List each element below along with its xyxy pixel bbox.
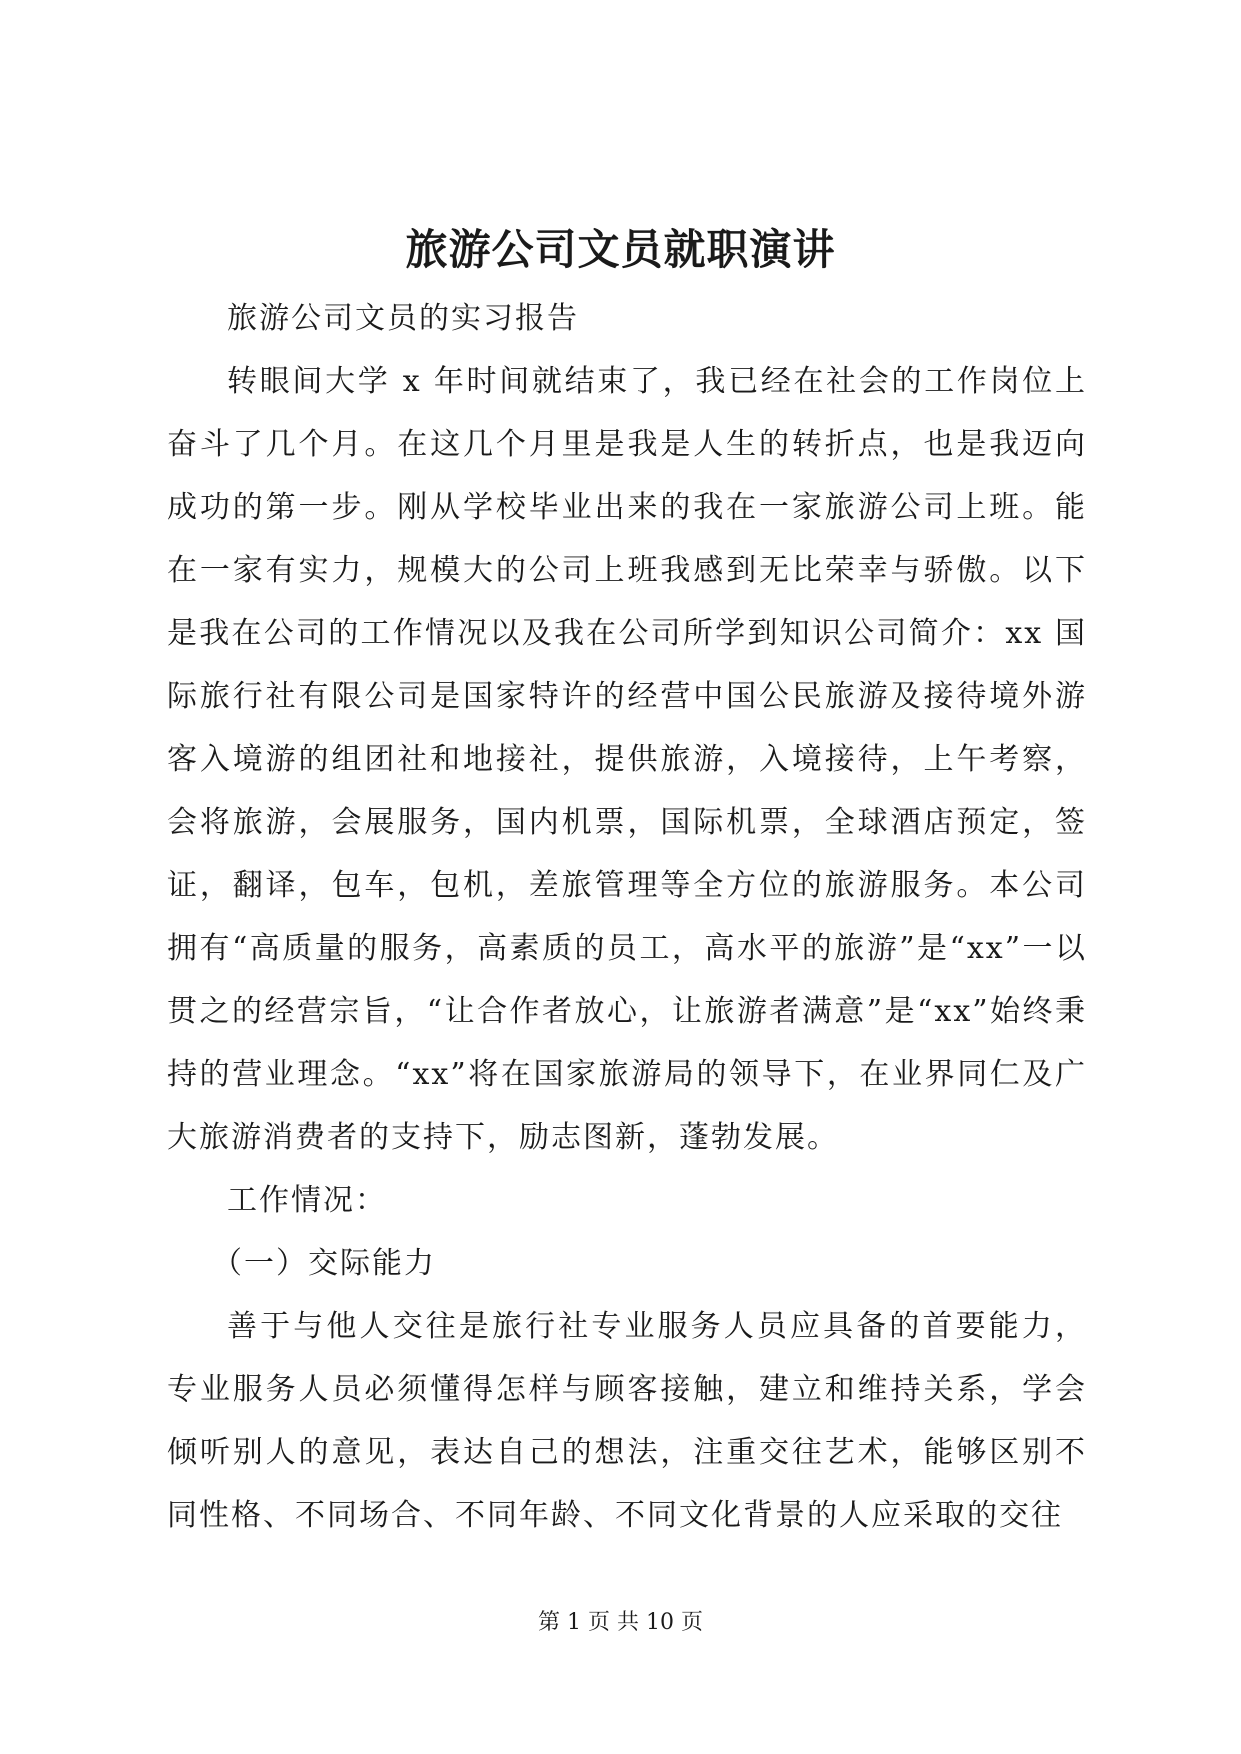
report-subtitle: 旅游公司文员的实习报告 xyxy=(227,301,579,336)
subsection-heading: （一）交际能力 xyxy=(212,1246,436,1281)
document-title: 旅游公司文员就职演讲 xyxy=(405,225,836,274)
document-body xyxy=(167,287,1087,1547)
section-heading: 工作情况： xyxy=(227,1183,387,1218)
page-footer: 第 1 页 共 10 页 xyxy=(538,1610,703,1635)
intro-paragraph: 转眼间大学 x 年时间就结束了，我已经在社会的工作岗位上奋斗了几个月。在这几个月里是我是人生的转折点，也是我迈向成功的第一步。刚从学校毕业出来的我在一家旅游公司上班。能在一家有实力，规模大的公司上班我感到无比荣幸与骄傲。以下是我在公司的工作情况以及我在公司所学到知识公司简介：xx 国际旅行社有限公司是国家特许的经营中国公民旅游及接待境外游客入境游的组团社和地接社，提供旅游，入境接待，上午考察，会将旅游，会展服务，国内机票，国际机票，全球酒店预定，签证，翻译，包车，包机，差旅管理等全方位的旅游服务。本公司拥有“高质量的服务，高素质的员工，高水平的旅游”是“xx”一以贯之的经营宗旨，“让合作者放心，让旅游者满意”是“xx”始终秉持的营业理念。“xx”将在国家旅游局的领导下，在业界同仁及广大旅游消费者的支持下，励志图新，蓬勃发展。 xyxy=(167,364,1087,1155)
communication-paragraph: 善于与他人交往是旅行社专业服务人员应具备的首要能力，专业服务人员必须懂得怎样与顾客接触，建立和维持关系，学会倾听别人的意见，表达自己的想法，注重交往艺术，能够区别不同性格、不同场合、不同年龄、不同文化背景的人应采取的交往 xyxy=(167,1309,1087,1533)
